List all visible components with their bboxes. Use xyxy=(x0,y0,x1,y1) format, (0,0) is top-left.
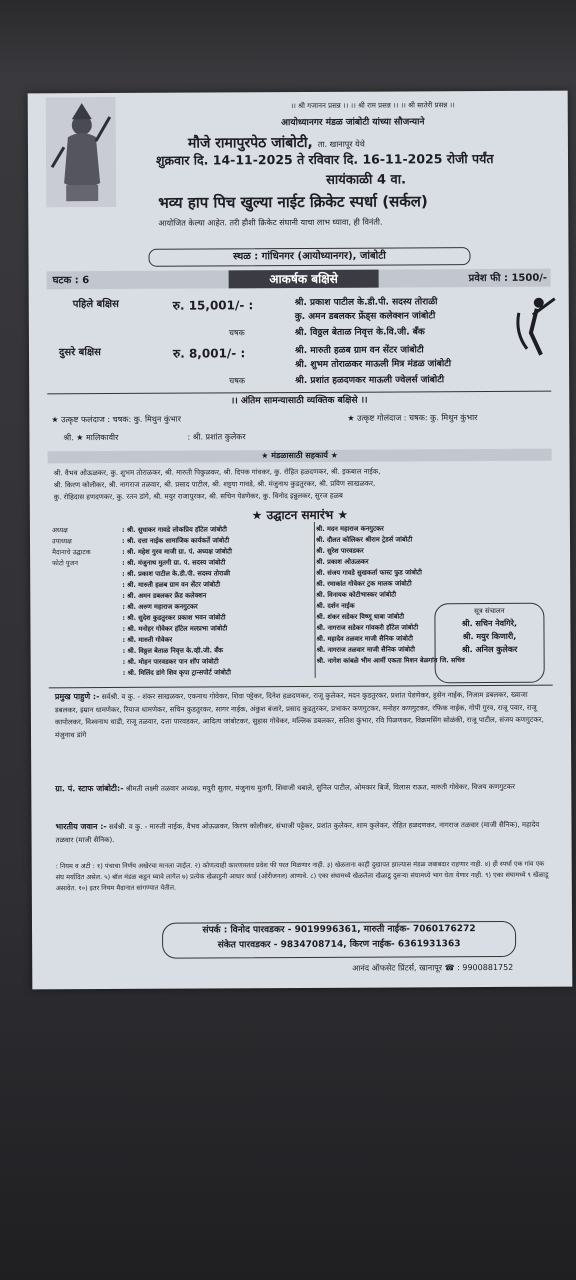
second-prize-amount: रु. 8,001/- : xyxy=(172,346,246,361)
indian-soldiers xyxy=(55,819,553,847)
contact-numbers-1: विनोद पारवडकर - 9019996361, मारुती नाईक- 7060176272 xyxy=(230,924,476,936)
role-person: : श्री. अरुण महाराज कनगुटकर xyxy=(122,602,198,611)
helpers-line: कु. रोहिदास हणदणकर, कु. रतन डांगे, श्री. मयुर राजापुरकर, श्री. सचिन पेडणेकर, कु. विनोद इन्नुलकर, सुरज हळब xyxy=(53,491,343,502)
role-person: : श्री. सुदेश कुडतुरकर प्रकाश भवन जांबोटी xyxy=(122,613,226,622)
guest-person: श्री. नागराज सडेकर गांवकरी हॉटेल जांबोटी xyxy=(316,623,419,632)
venue-line xyxy=(188,131,568,153)
indian-soldiers-text: सर्वश्री. व कु. - मारुती नाईक, वैभव ओऊळकर, किरण कोलीकर, संभाजी पट्टेकर, प्रशांत कुलेकर, शाम कुलेकर, रोहित हळदणकर, नागराज तळवार (माजी सैनिक), महादेव तळवार (माजी सैनिक). xyxy=(55,820,540,844)
printer-credit: आनंद ऑफसेट प्रिंटर्स, खानापूर ☎ : 9900881752 xyxy=(352,962,514,973)
role-title: फोटो पुजन xyxy=(52,559,78,568)
first-prize-sponsor-2: कु. अमन डबलकर फ्रेंड्स कलेक्शन जांबोटी xyxy=(294,311,436,323)
role-person: : श्री. मिलिंद डांगे शिव कृपा ट्रान्सपोर्ट जांबोटी xyxy=(122,668,231,677)
entry-fee: प्रवेश फी : 1500/- xyxy=(468,272,548,285)
contact-line-1 xyxy=(163,922,515,939)
prizes-banner: आकर्षक बक्षिसे xyxy=(229,270,379,289)
role-title: मैदानाचे उद्घाटक xyxy=(52,548,91,557)
role-person: : श्री. मारुती हळब ग्राम वन सेंटर जांबोटी xyxy=(122,580,221,589)
role-person: : श्री. दत्ता नाईक सामाजिक कार्यकर्ते जांबोटी xyxy=(121,536,230,545)
inauguration-heading: ★ उद्घाटन समारंभ ★ xyxy=(251,507,349,523)
guest-person: श्री. शंकर सडेकर विष्णू धाबा जांबोटी xyxy=(316,612,405,621)
role-title: उपाध्यक्ष xyxy=(51,537,72,546)
panchayat-staff xyxy=(55,781,553,796)
invitation-text: आयोजित केल्या आहेत. तरी हौशी क्रिकेट संघानी याचा लाभ घ्यावा, ही विनंती. xyxy=(158,217,383,228)
chief-guests-label: प्रमुख पाहुणे :- xyxy=(54,692,100,702)
venue-value: गांधिनगर (आयोध्यानगर), जांबोटी xyxy=(261,250,386,263)
guest-person: श्री. नागराज तळवार माजी सैनिक जांबोटी xyxy=(316,645,416,654)
cricket-tournament-poster xyxy=(28,91,573,990)
emcee-name: श्री. सचिन नेवगिरे, xyxy=(461,618,518,629)
contact-numbers-2: संकेत पारवडकर - 9834708714, किरण नाईक- 6361931363 xyxy=(217,939,461,951)
panchayat-staff-text: श्रीमती लक्ष्मी तळवार अध्यक्ष, मयुरी सुतार, मंजुनाथ मुतगी, शिवाजी धबाले, सुनिल पाटील, ओमकार बिर्जे, विलास राऊत, मारुती गोवेकर, विजय कणगुटकर xyxy=(125,782,515,793)
helpers-list xyxy=(54,465,554,504)
role-person: : श्री. महेश गुरव माजी ग्रा. पं. अध्यक्ष जांबोटी xyxy=(122,547,233,556)
indian-soldiers-label: भारतीय जवान :- xyxy=(55,822,107,832)
guest-person: श्री. नागेश कांबळे भीम आर्मी एकता मिशन बेळगांव जि. सचिव xyxy=(316,656,465,665)
taluka: ता. खानापूर येथे xyxy=(317,139,365,149)
trophy-1-label: चषक xyxy=(228,328,245,338)
role-person: : श्री. मंजुनाथ मुतगी ग्रा. पं. सदस्य जांबोटी xyxy=(122,558,226,567)
role-person: : श्री. अमन डबलकर फ्रेंड कलेक्शन xyxy=(122,591,207,600)
second-prize-label: दुसरे बक्षिस xyxy=(58,347,101,359)
individual-prizes-heading: ।। अंतिम सामन्यासाठी व्यक्तिक बक्षिसे ।। xyxy=(230,395,368,407)
role-title: अध्यक्ष xyxy=(51,526,68,535)
contact-box xyxy=(162,921,516,959)
role-person: : श्री. मनोहर गोवेकर हॉटेल मलप्रभा जांबोटी xyxy=(122,624,228,633)
guest-person: श्री. सुरेश पारवडकर xyxy=(316,546,364,555)
venue-label: स्थळ : xyxy=(233,251,259,263)
role-person: : श्री. सुधाकर गावडे लोकप्रिय हॉटेल जांबोटी xyxy=(121,525,227,534)
divider xyxy=(49,685,553,689)
contact-label: संपर्क : xyxy=(202,925,228,936)
guest-person: श्री. रमाकांत गोवेकर ट्रक मालक जांबोटी xyxy=(316,579,412,588)
emcee-name: श्री. अनिल कुलेकर xyxy=(461,644,518,655)
venue-box xyxy=(148,247,470,267)
role-person: : श्री. मारुती गोवेकर xyxy=(122,635,173,644)
emcee-box xyxy=(434,603,544,684)
divider xyxy=(47,391,551,395)
best-batsman: ★ उत्कृष्ट फलंदाज : चषक: कु. मिथुन कुंभार xyxy=(51,414,182,425)
trophy-2-sponsor: श्री. प्रशांत हळदणकर माऊली ज्वेलर्स जांबोटी xyxy=(295,375,445,387)
event-dates: शुक्रवार दि. 14-11-2025 ते रविवार दि. 16-11-2025 रोजी पर्यंत xyxy=(155,150,494,168)
helpers-line: श्री. किरण कोलीकर, श्री. नागराज तळवार, श्री. प्रसाद पाटील, श्री. शट्टया गावडे, श्री. मंजुनाथ कुडतुरकर, श्री. प्रविण साखळकर, xyxy=(53,479,376,490)
second-prize-sponsor-2: श्री. शुभम तोराळकर माऊली मित्र मंडळ जांबोटी xyxy=(295,359,452,371)
guest-person: श्री. दौलत कोलिकर श्रीराम ट्रेडर्स जांबोटी xyxy=(315,535,413,544)
man-of-series: : श्री. प्रशांत कुलेकर xyxy=(187,432,246,442)
organizer: आयोध्यानगर मंडळ जांबोटी यांच्या सौजन्याने xyxy=(281,117,425,129)
first-prize-sponsor-1: श्री. प्रकाश पाटील के.डी.पी. सदस्य तोराळी xyxy=(294,297,438,309)
role-person: : श्री. मोहन पारवडकर पान शॉप जांबोटी xyxy=(122,657,219,666)
first-prize-label: पहिले बक्षिस xyxy=(72,298,119,311)
inauguration-roles xyxy=(52,525,132,569)
emcee-heading: सूत्र संचालन xyxy=(474,606,505,616)
trophy-1-sponsor: श्री. विठ्ठल बेताळ निवृत्त के.वि.जी. बँक xyxy=(294,327,425,339)
emcee-name: श्री. मयुर किणारी, xyxy=(462,631,517,642)
deity-illustration xyxy=(46,97,117,207)
team-count: घटक : 6 xyxy=(52,275,90,287)
rules-and-conditions: : नियम व अटी : १) पंचाचा निर्णय अखेरचा मानला जाईल. २) कोणत्याही कारणास्तव प्रवेश फी परत मिळणार नाही. ३) खेळताना काही दुखापत झाल्यास मंडळ जबाबदार राहणार नाही. ४) ही स्पर्धा एक गांव एक संघ मर्यादित असेल. ५) बॉल मंडळ कडुन घ्यावे लागेल ७) प्रत्येक खेळाडुनी आधार कार्ड (ओरीजनल) आणावे. ८) एका संघामध्ये खेळलेला खेळाडू दुसऱ्या संघामध्ये भाग घेता येणार नाही. ९) एका संघामध्ये ९ खेळाडू असावेत. १०) इतर नियम मैदानात सांगण्यात येतील. xyxy=(55,859,549,893)
role-person: : श्री. विठ्ठल बेताळ निवृत्त के.व्ही.जी. बँक xyxy=(122,646,224,655)
first-prize-amount: रु. 15,001/- : xyxy=(172,298,254,313)
guest-person: श्री. मदन महाराज कनगुटकर xyxy=(315,524,384,533)
guest-person: श्री. संजय गावडे सुखकर्ता फास्ट फुड जांबोटी xyxy=(316,568,422,577)
guest-person: श्री. महादेव तळवार माजी सैनिक जांबोटी xyxy=(316,634,413,643)
panchayat-staff-label: ग्रा. पं. स्टाफ जांबोटी:- xyxy=(55,783,124,794)
role-person: : श्री. प्रकाश पाटील के.डी.पी. सदस्य तोराळी xyxy=(122,569,231,578)
village-name: मौजे रामापुरपेठ जांबोटी, xyxy=(187,134,313,152)
trophy-2-label: चषक xyxy=(229,376,246,386)
helpers-heading: ★ मंडळासाठी सहकार्य ★ xyxy=(261,450,338,461)
best-bowler: ★ उत्कृष्ट गोलंदाज : चषक: कु. मिथुन कुंभार xyxy=(347,413,478,423)
chief-guests xyxy=(55,689,553,742)
guest-person: श्री. दर्शन नाईक xyxy=(316,601,355,610)
man-of-series-label: श्री. ★ मालिकावीर xyxy=(63,432,119,443)
invocation: ।। श्री गजानन प्रसन्न ।। ।। श्री राम प्रसन्न ।। ।। श्री सातेरी प्रसन्न ।। xyxy=(290,101,455,111)
second-prize-sponsor-1: श्री. मारुती हळब ग्राम वन सेंटर जांबोटी xyxy=(294,345,424,357)
helpers-line: श्री. वैभव ओऊळकर, कु. शुभम तोराळकर, श्री. मारुती पिकुळकर, श्री. दिपक गांवकर, कु. रोहित हळदणकर, श्री. इकबाल नाईक, xyxy=(53,467,381,478)
guest-person: श्री. विनायक कोटीभास्कर जांबोटी xyxy=(316,590,397,599)
event-time: सायंकाळी 4 वा. xyxy=(326,172,407,188)
event-title: भव्य हाप पिच खुल्या नाईट क्रिकेट स्पर्धा (सर्कल) xyxy=(158,192,428,212)
guest-person: श्री. प्रकाश ओऊळकर xyxy=(316,557,369,566)
inauguration-left-names xyxy=(122,524,313,679)
chief-guests-text: सर्वश्री. व कु. - शंकर साखळकर, एकनाथ गोवेकर, शिवा पट्टेकर, दिनेश हळदणकर, राजू कुलेकर, मदन कुडतुरकर, प्रशांत पेडणेकर, हुसेन नाईक, निजाम डबलकर, ख्वाजा डबलकर, इम्रान धामणेकर, रियाज धामणेकर, सचिन कुडतुरकर, सागर नाईक, अंकुश बंजारे, प्रसाद कुडतुरकर, प्रभाकर कणगुटकर, मनोहर कणगुटकर, रफिक नाईक, गोपी गुरव, राजू पवार, राजू कापोलकर, विश्वनाथ धाडी, राजू तळवार, दत्ता पारवडकर, आदित्य जांबोटकर, सुहास गोवेकर, मल्लिक डबलकर, सतिश कुंभार, रवि पिळणकर, विक्रमसिंग सोळंकी, राजू पाटील, संजय कणगुटकर, मंजुनाथ डांगे xyxy=(54,690,544,739)
